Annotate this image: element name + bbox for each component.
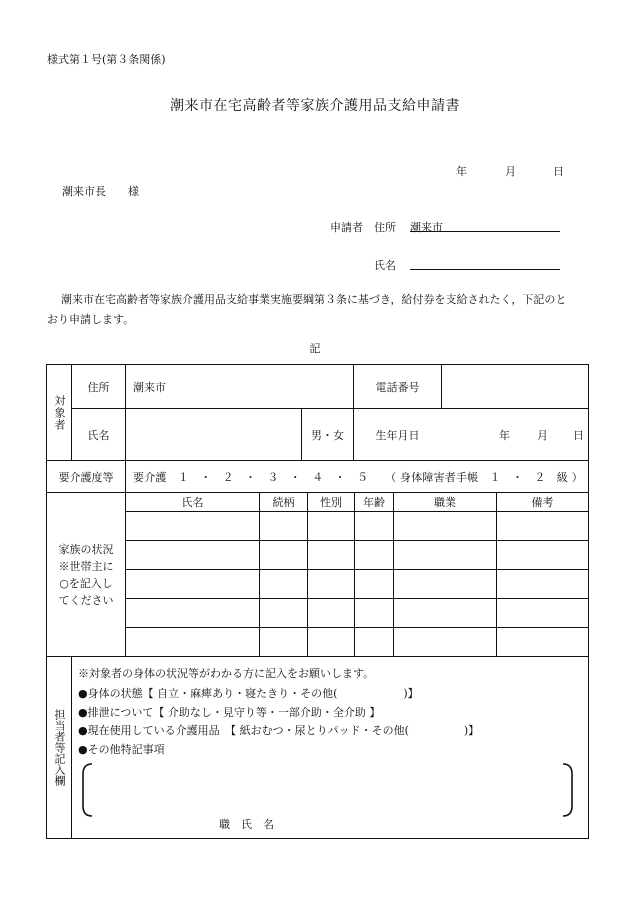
table-line — [496, 492, 497, 657]
subject-address-value[interactable]: 潮来市 — [133, 380, 166, 394]
table-line — [71, 656, 72, 839]
birth-day: 日 — [573, 428, 584, 442]
special-notes-field[interactable] — [96, 762, 558, 818]
left-bracket-icon — [80, 762, 94, 818]
care-level-label: 要介護度等 — [58, 470, 114, 484]
date-day: 日 — [553, 165, 564, 178]
family-col-occupation: 職業 — [434, 496, 456, 509]
subject-address-label: 住所 — [87, 380, 110, 394]
subject-phone-label: 電話番号 — [375, 380, 420, 394]
staff-note-intro: ※対象者の身体の状況等がわかる方に記入をお願いします。 — [78, 667, 375, 680]
form-number: 様式第１号(第３条関係) — [47, 53, 166, 66]
table-line — [125, 627, 589, 628]
subject-header: 対象者 — [53, 394, 66, 431]
table-line — [125, 540, 589, 541]
staff-note-excretion[interactable]: ●排泄について【 介助なし・見守り等・一部介助・全介助 】 — [78, 706, 381, 719]
intro-paragraph: 潮来市在宅高齢者等家族介護用品支給事業実施要綱第３条に基づき，給付券を支給されたく，下記のとおり申請します。 — [47, 293, 567, 326]
applicant-name-field[interactable] — [410, 256, 560, 270]
staff-note-other: ●その他特記事項 — [78, 743, 165, 756]
staff-header: 担当者等記入欄 — [53, 709, 66, 786]
subject-name-field[interactable] — [126, 409, 301, 460]
subject-sex-options[interactable]: 男・女 — [311, 428, 344, 442]
table-line — [125, 511, 589, 512]
applicant-name-label: 氏名 — [374, 259, 396, 272]
staff-signature-label: 職 氏 名 — [219, 818, 274, 831]
addressee: 潮来市長 様 — [62, 185, 139, 198]
applicant-label: 申請者 — [330, 221, 363, 234]
birth-month: 月 — [537, 428, 548, 442]
ki-heading: 記 — [309, 342, 321, 355]
applicant-address-value: 潮来市 — [410, 221, 443, 234]
subject-birth-label: 生年月日 — [375, 428, 420, 442]
subject-phone-field[interactable] — [442, 365, 588, 408]
birth-year: 年 — [499, 428, 510, 442]
right-bracket-icon — [561, 762, 575, 818]
table-line — [259, 492, 260, 657]
staff-note-supplies[interactable]: ●現在使用している介護用品 【 紙おむつ・尿とりパッド・その他( )】 — [78, 724, 480, 737]
table-line — [307, 492, 308, 657]
table-border-right — [588, 364, 589, 839]
family-col-name: 氏名 — [181, 496, 204, 509]
table-line — [393, 492, 394, 657]
staff-note-physical[interactable]: ●身体の状態【 自立・麻痺あり・寝たきり・その他( )】 — [78, 687, 419, 700]
table-line — [46, 656, 589, 657]
table-line — [125, 598, 589, 599]
subject-name-label: 氏名 — [87, 428, 110, 442]
date-year: 年 — [456, 165, 467, 178]
family-col-relation: 続柄 — [272, 496, 295, 509]
page-title: 潮来市在宅高齢者等家族介護用品支給申請書 — [170, 98, 460, 114]
family-side-label: 家族の状況 ※世帯主に ○を記入し てください — [58, 542, 114, 607]
family-col-age: 年齢 — [363, 496, 385, 509]
care-level-options[interactable]: 要介護 １ ・ ２ ・ ３ ・ ４ ・ ５ （ 身体障害者手帳 １ ・ ２ 級 ） — [133, 470, 583, 484]
date-month: 月 — [505, 165, 516, 178]
table-line — [354, 492, 355, 657]
table-border-bottom — [46, 838, 589, 839]
applicant-address-label: 住所 — [374, 221, 396, 234]
table-line — [125, 569, 589, 570]
family-col-sex: 性別 — [320, 496, 342, 509]
family-col-remarks: 備考 — [531, 496, 554, 509]
